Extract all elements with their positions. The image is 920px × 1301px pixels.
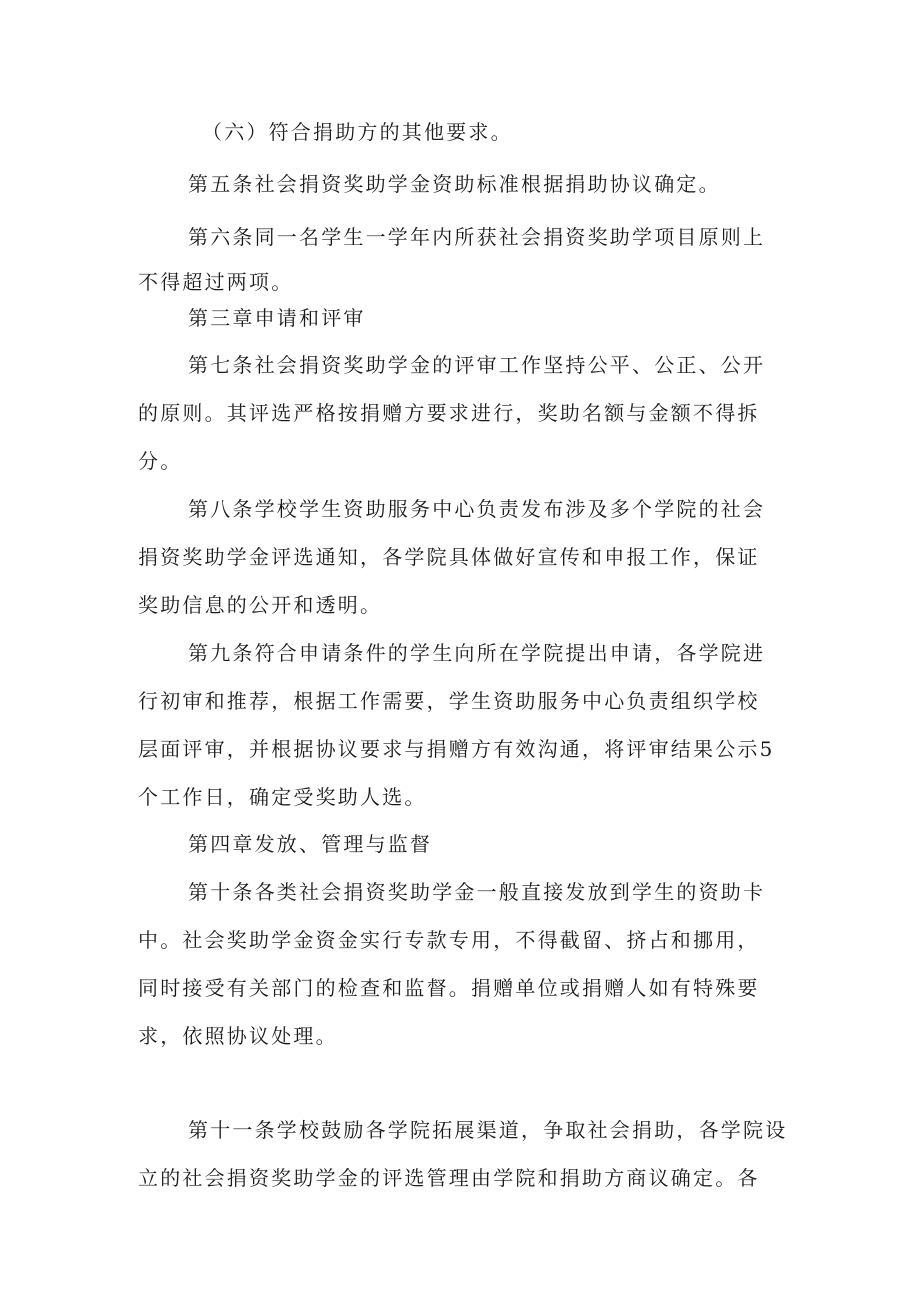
- paragraph-p3: [138, 225, 790, 294]
- text-line: 捐资奖助学金评选通知，各学院具体做好宣传和申报工作，保证: [138, 545, 760, 569]
- text-line: 奖助信息的公开和透明。: [138, 593, 383, 617]
- text-line: 层面评审，并根据协议要求与捐赠方有效沟通，将评审结果公示5: [138, 737, 775, 761]
- text-line: 第十条各类社会捐资奖助学金一般直接发放到学生的资助卡: [188, 880, 766, 904]
- text-line: （六）符合捐助方的其他要求。: [202, 120, 513, 144]
- text-line: 同时接受有关部门的检查和监督。捐赠单位或捐赠人如有特殊要: [138, 976, 760, 1000]
- paragraph-p5: [138, 353, 790, 473]
- paragraph-p6: [138, 497, 790, 617]
- text-line: 分。: [138, 449, 183, 473]
- text-line: 第六条同一名学生一学年内所获社会捐资奖助学项目原则上: [188, 225, 766, 249]
- text-line: 不得超过两项。: [138, 270, 294, 294]
- text-line: 第九条符合申请条件的学生向所在学院提出申请，各学院进: [188, 641, 766, 665]
- paragraph-p4: [138, 306, 790, 330]
- paragraph-p2: [138, 172, 790, 196]
- text-line: 第七条社会捐资奖助学金的评审工作坚持公平、公正、公开: [188, 353, 766, 377]
- text-line: 立的社会捐资奖助学金的评选管理由学院和捐助方商议确定。各: [138, 1166, 760, 1190]
- paragraph-p7: [138, 641, 790, 809]
- text-line: 第五条社会捐资奖助学金资助标准根据捐助协议确定。: [188, 172, 721, 196]
- text-line: 求，依照协议处理。: [138, 1024, 338, 1048]
- text-line: 第三章申请和评审: [188, 306, 366, 330]
- text-line: 第十一条学校鼓励各学院拓展渠道，争取社会捐助，各学院设: [188, 1118, 788, 1142]
- paragraph-p1: [138, 120, 790, 144]
- text-line: 个工作日，确定受奖助人选。: [138, 785, 427, 809]
- paragraph-p9: [138, 880, 790, 1048]
- text-line: 第八条学校学生资助服务中心负责发布涉及多个学院的社会: [188, 497, 766, 521]
- text-line: 行初审和推荐，根据工作需要，学生资助服务中心负责组织学校: [138, 689, 760, 713]
- paragraph-p10: [138, 1118, 790, 1190]
- text-line: 中。社会奖助学金资金实行专款专用，不得截留、挤占和挪用，: [138, 928, 760, 952]
- text-line: 第四章发放、管理与监督: [188, 832, 433, 856]
- paragraph-p8: [138, 832, 790, 856]
- text-line: 的原则。其评选严格按捐赠方要求进行，奖助名额与金额不得拆: [138, 401, 760, 425]
